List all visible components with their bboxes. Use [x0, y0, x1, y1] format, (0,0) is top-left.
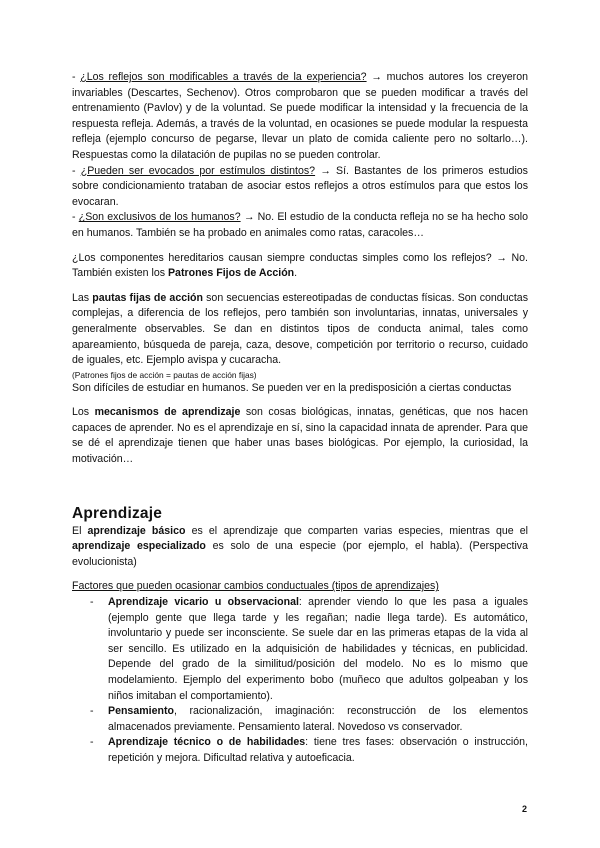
pautas-paragraph — [72, 291, 528, 369]
page-number: 2 — [522, 804, 528, 814]
question-text: ¿Son exclusivos de los humanos? — [78, 211, 241, 224]
list-item — [72, 595, 528, 704]
bold-term: aprendizaje especializado — [72, 540, 206, 553]
mecanismos-paragraph — [72, 405, 528, 467]
dash: - — [72, 211, 79, 224]
bold-term: pautas fijas de acción — [92, 291, 203, 304]
bullet-dash: - — [90, 705, 94, 718]
bullet-dash: - — [90, 736, 94, 749]
text: son cosas biológicas, innatas, genéticas, que nos hacen capaces de aprender. No es el aprendizaje en sí, sino la capacidad innata de aprender. Para que se dé el aprendizaje tienen que haber unas bases biológicas. Por ejemplo, la curiosidad, la motivación… — [72, 406, 528, 466]
text: ¿Los componentes hereditarios causan siempre conductas simples como los reflejos? → No. También existen los — [72, 251, 528, 280]
question-text: ¿Pueden ser evocados por estímulos distintos? — [80, 164, 316, 177]
text: Los — [72, 406, 95, 419]
reflex-question-2 — [72, 164, 528, 211]
bold-term: Aprendizaje vicario u observacional — [108, 596, 299, 609]
arrow-glyph: → — [315, 164, 337, 177]
text: es el aprendizaje que comparten varias especies, mientras que el — [185, 524, 528, 537]
question-text: ¿Los reflejos son modificables a través de la experiencia? — [80, 71, 367, 83]
text: . — [294, 267, 298, 280]
reflex-question-3 — [72, 210, 528, 241]
text: es solo de una especie (por ejemplo, el habla). (Perspectiva evolucionista) — [72, 540, 528, 568]
bold-term: Aprendizaje técnico o de habilidades — [108, 736, 306, 749]
item-text: : aprender viendo lo que les pasa a iguales (ejemplo gente que llega tarde y les regañan; nadie llega tarde). Es automático, involuntario y puede ser inconsciente. Se suele dar en las primeras etapas de la vida al ser sencillo. Es utilizado en la adquisición de habilidades y técnicas, en publicidad. Depende del grado de la similitud/posición del modelo. No es lo mismo que modelamiento. Ejemplo del experimento bobo (muñeco que adultos golpeaban y los niños imitaban el comportamiento). — [108, 596, 528, 702]
bold-term: Pensamiento — [108, 705, 174, 718]
factors-list — [72, 595, 528, 767]
underlined-title: Factores que pueden ocasionar cambios conductuales (tipos de aprendizajes) — [72, 580, 439, 593]
list-item — [72, 735, 528, 766]
spacer — [72, 570, 528, 579]
item-text: , racionalización, imaginación: reconstrucción de los elementos almacenados previamente. Pensamiento lateral. Novedoso vs conservador. — [108, 705, 528, 733]
dash: - — [72, 71, 81, 83]
bold-term: mecanismos de aprendizaje — [94, 406, 241, 419]
arrow-glyph: → — [366, 71, 387, 83]
section-heading: Aprendizaje — [72, 504, 163, 522]
reflex-question-1 — [72, 70, 528, 164]
answer-text: muchos autores los creyeron invariables (Descartes, Sechenov). Otros comprobaron que se pueden modificar a través del entrenamiento (Pavlov) y de la voluntad. Se puede modificar la intensidad y la frecuencia de la respuesta refleja. Además, a través de la voluntad, en ocasiones se puede modular la respuesta refleja (ejemplo concurso de pegarse, llevar un plato de comida caliente pero no soltarlo…). Respuestas como la dilatación de pupilas no se pueden controlar. — [72, 71, 528, 161]
factors-title — [72, 579, 528, 595]
hereditary-paragraph — [72, 251, 528, 282]
pautas-note: (Patrones fijos de acción = pautas de acción fijas) — [72, 369, 257, 380]
aprendizaje-intro — [72, 524, 528, 571]
spacer — [72, 396, 528, 405]
pautas-humans: Son difíciles de estudiar en humanos. Se pueden ver en la predisposición a ciertas conductas — [72, 381, 512, 394]
dash: - — [72, 164, 81, 177]
bold-term: aprendizaje básico — [87, 524, 186, 537]
arrow-glyph: → — [240, 211, 258, 224]
text: son secuencias estereotipadas de conductas físicas. Son conductas complejas, a diferencia de los reflejos, pero también son involuntarias, innatas, universales y generalmente observables. Se dan en distintos tipos de conducta animal, tales como apareamiento, búsqueda de pareja, caza, desove, competición por territorio o recurso, cuidado de iguales, etc. Ejemplo avispa y cucaracha. — [72, 291, 528, 367]
item-text: : tiene tres fases: observación o instrucción, repetición y mejora. Dificultad relativa y autoeficacia. — [108, 736, 528, 764]
spacer — [72, 282, 528, 291]
bold-term: Patrones Fijos de Acción — [167, 267, 295, 280]
document-page — [72, 70, 528, 767]
answer-text: No. El estudio de la conducta refleja no se ha hecho solo en humanos. También se ha probado en animales como ratas, caracoles… — [72, 211, 529, 239]
list-item — [72, 704, 528, 735]
text: Las — [72, 291, 93, 304]
bullet-dash: - — [90, 596, 94, 609]
spacer — [72, 242, 528, 251]
answer-text: Sí. Bastantes de los primeros estudios sobre condicionamiento trataban de asociar estos reflejos a otros estímulos para que estos los evocaran. — [72, 164, 528, 208]
spacer — [72, 468, 528, 504]
text: El — [72, 524, 88, 537]
